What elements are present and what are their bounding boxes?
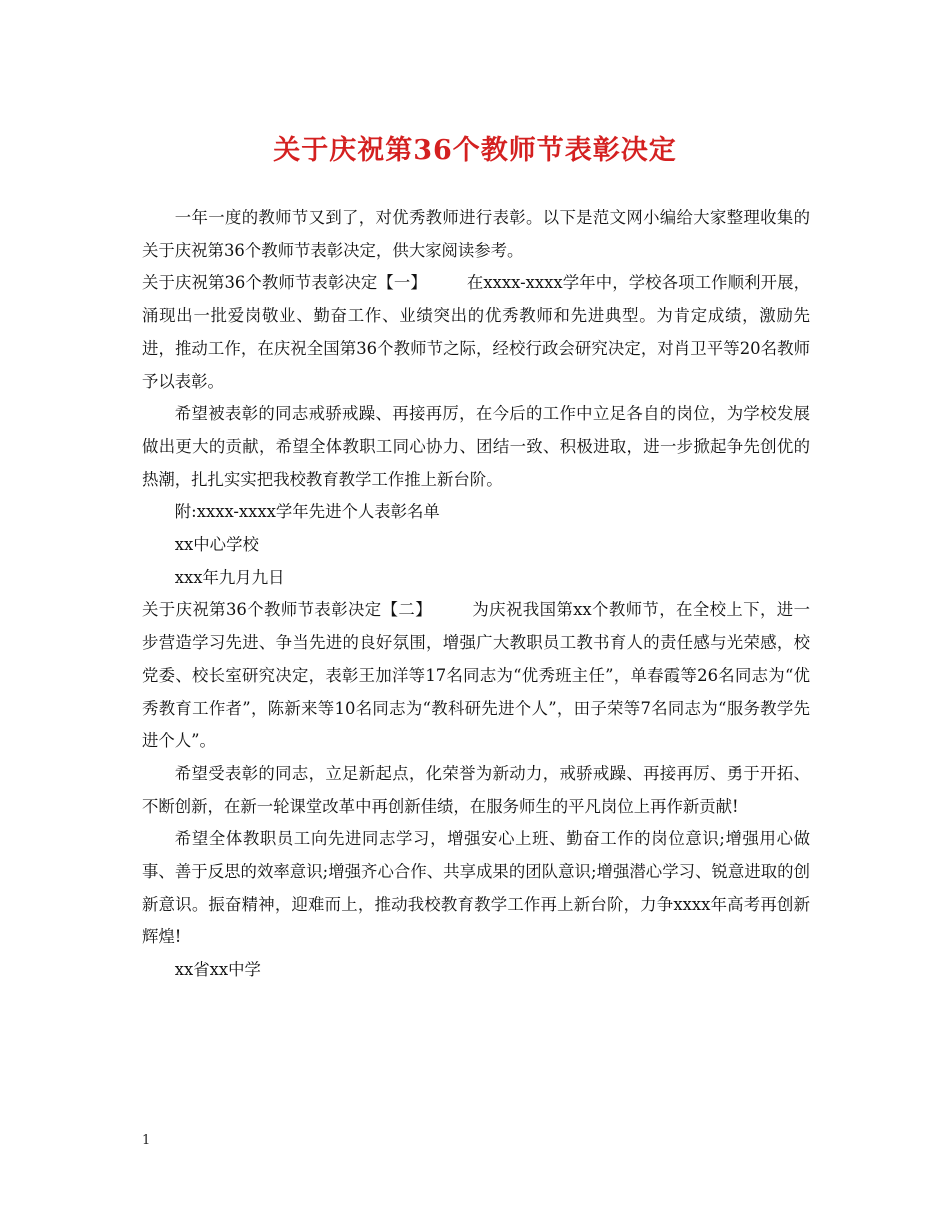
school-signature: xx中心学校 (174, 535, 259, 555)
page-number: 1 (142, 1133, 151, 1148)
section-one-paragraph (142, 267, 810, 398)
signature-date: xxx年九月九日 (174, 567, 285, 587)
section-one-heading: 关于庆祝第36个教师节表彰决定【一】 (142, 273, 427, 293)
section-two-staff-paragraph: 希望全体教职员工向先进同志学习，增强安心上班、勤奋工作的岗位意识;增强用心做事、善于反思的效率意识;增强齐心合作、共享成果的团队意识;增强潜心学习、锐意进取的创新意识。振奋精神，迎难而上，推动我校教育教学工作再上新台阶，力争xxxx年高考再创新辉煌! (142, 829, 810, 947)
section-two-signature: xx省xx中学 (174, 960, 261, 980)
attachment-line: 附:xxxx-xxxx学年先进个人表彰名单 (174, 502, 440, 522)
section-two-hope-paragraph: 希望受表彰的同志，立足新起点，化荣誉为新动力，戒骄戒躁、再接再厉、勇于开拓、不断创新，在新一轮课堂改革中再创新佳绩，在服务师生的平凡岗位上再作新贡献! (142, 763, 810, 816)
document-title: 关于庆祝第36个教师节表彰决定 (273, 135, 677, 166)
intro-paragraph: 一年一度的教师节又到了，对优秀教师进行表彰。以下是范文网小编给大家整理收集的关于庆祝第36个教师节表彰决定，供大家阅读参考。 (142, 208, 810, 260)
section-one-body: 在xxxx-xxxx学年中，学校各项工作顺利开展，涌现出一批爱岗敬业、勤奋工作、业绩突出的优秀教师和先进典型。为肯定成绩，激励先进，推动工作，在庆祝全国第36个教师节之际，经校行政会研究决定，对肖卫平等20名教师予以表彰。 (142, 273, 810, 391)
section-two-heading: 关于庆祝第36个教师节表彰决定【二】 (142, 600, 432, 620)
section-two-paragraph (142, 594, 810, 758)
section-two-body: 为庆祝我国第xx个教师节，在全校上下，进一步营造学习先进、争当先进的良好氛围，增强广大教职员工教书育人的责任感与光荣感，校党委、校长室研究决定，表彰王加洋等17名同志为“优秀班主任”，单春霞等26名同志为“优秀教育工作者”，陈新来等10名同志为“教科研先进个人”，田子荣等7名同志为“服务教学先进个人”。 (142, 600, 810, 751)
section-one-hope-paragraph: 希望被表彰的同志戒骄戒躁、再接再厉，在今后的工作中立足各自的岗位，为学校发展做出更大的贡献，希望全体教职工同心协力、团结一致、积极进取，进一步掀起争先创优的热潮，扎扎实实把我校教育教学工作推上新台阶。 (142, 404, 810, 489)
document-body (142, 202, 810, 987)
